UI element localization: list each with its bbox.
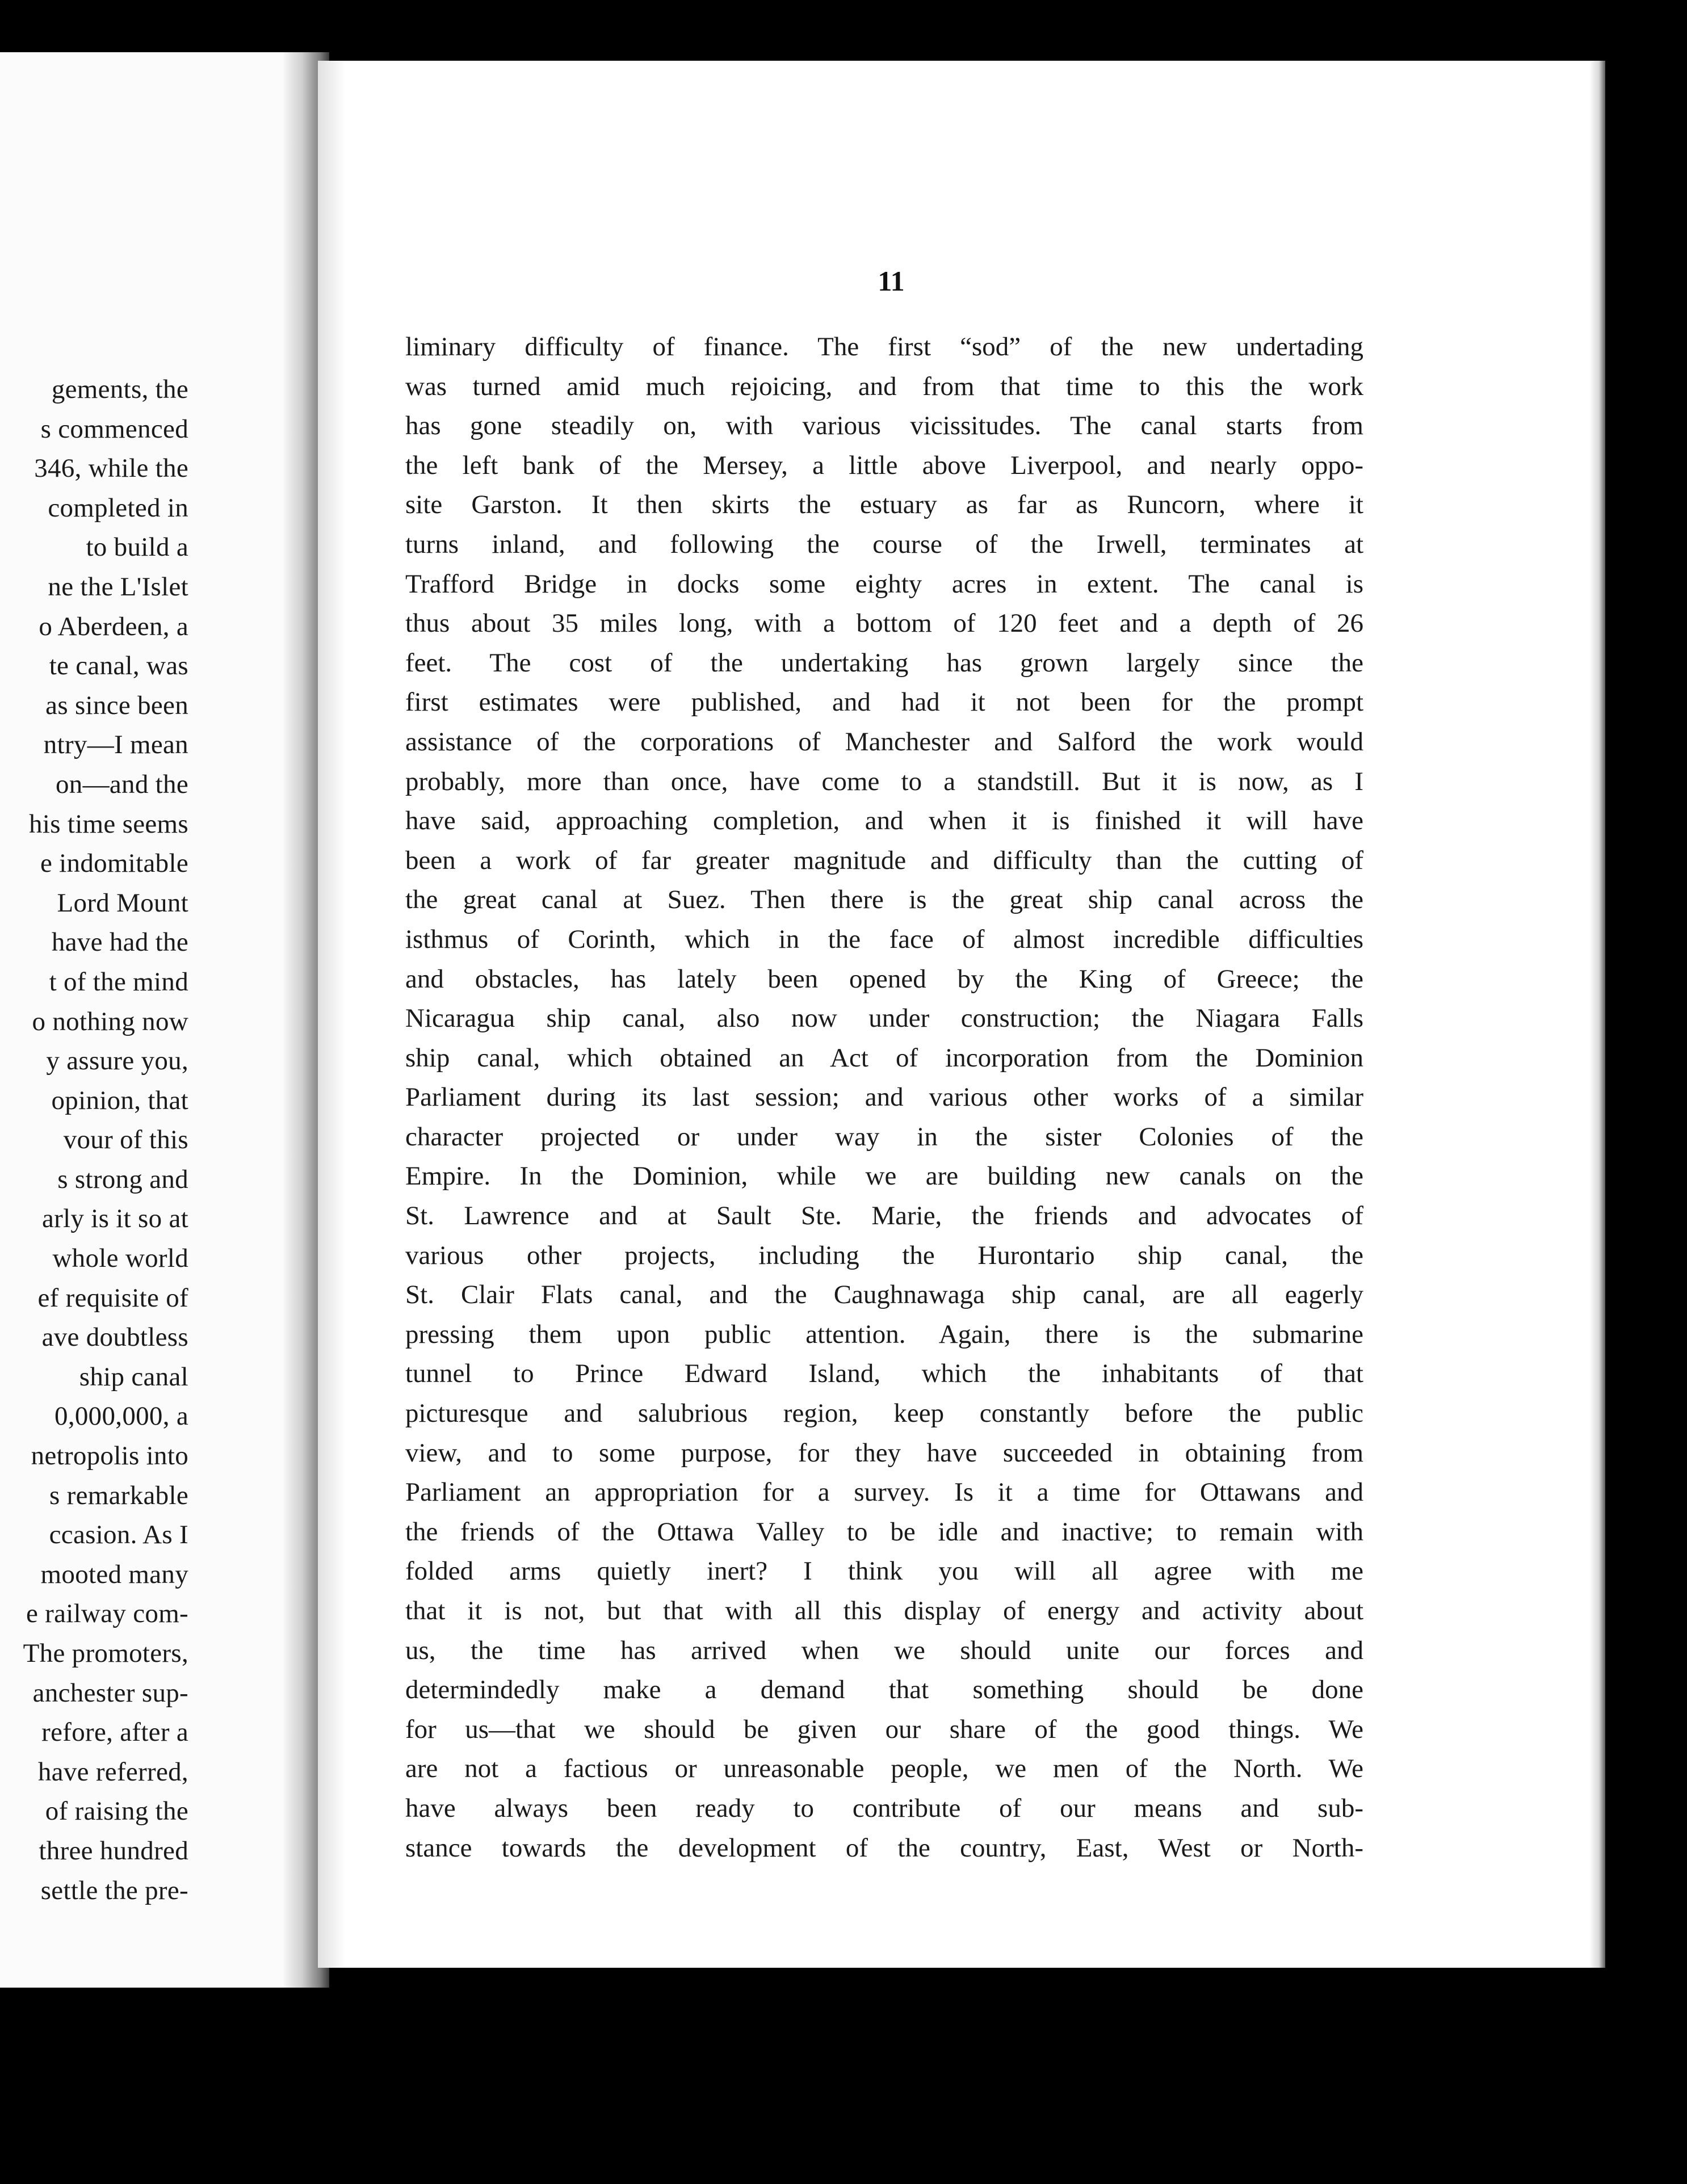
- text-line: feet. The cost of the undertaking has grown largely since the: [405, 648, 1363, 678]
- text-line: turns inland, and following the course of the Irwell, terminates at: [405, 529, 1363, 559]
- text-line: and obstacles, has lately been opened by the King of Greece; the: [405, 964, 1363, 994]
- left-page-line: his time seems: [29, 809, 188, 839]
- text-line: are not a factious or unreasonable people, we men of the North. We: [405, 1754, 1363, 1784]
- left-page-line: refore, after a: [41, 1717, 188, 1748]
- text-line: liminary difficulty of finance. The first “sod” of the new undertading: [405, 332, 1363, 362]
- left-page-line: have referred,: [37, 1757, 188, 1787]
- left-page-line: gements, the: [51, 375, 188, 404]
- text-line: has gone steadily on, with various vicissitudes. The canal starts from: [405, 411, 1363, 441]
- left-page-line: e indomitable: [40, 849, 188, 879]
- text-line: Parliament during its last session; and various other works of a similar: [405, 1082, 1363, 1112]
- text-line: the left bank of the Mersey, a little above Liverpool, and nearly oppo-: [405, 450, 1363, 480]
- text-line: have said, approaching completion, and when it is finished it will have: [405, 806, 1363, 836]
- left-page-line: o Aberdeen, a: [39, 611, 188, 641]
- text-line: us, the time has arrived when we should unite our forces and: [405, 1635, 1363, 1665]
- text-line: site Garston. It then skirts the estuary as far as Runcorn, where it: [405, 490, 1363, 520]
- left-page-line: e railway com-: [26, 1599, 188, 1629]
- text-line: isthmus of Corinth, which in the face of almost incredible difficulties: [405, 924, 1363, 954]
- text-line: ship canal, which obtained an Act of incorporation from the Dominion: [405, 1043, 1363, 1073]
- text-line: character projected or under way in the sister Colonies of the: [405, 1122, 1363, 1152]
- text-line: St. Lawrence and at Sault Ste. Marie, the friends and advocates of: [405, 1201, 1363, 1231]
- left-page-line: netropolis into: [31, 1441, 188, 1471]
- left-page-line: ave doubtless: [41, 1322, 188, 1353]
- text-line: Nicaragua ship canal, also now under construction; the Niagara Falls: [405, 1003, 1363, 1034]
- text-line: for us—that we should be given our share of the good things. We: [405, 1714, 1363, 1744]
- left-page-line: have had the: [51, 927, 188, 957]
- text-line: view, and to some purpose, for they have succeeded in obtaining from: [405, 1438, 1363, 1468]
- left-page-line: y assure you,: [46, 1046, 188, 1076]
- left-page-line: to build a: [86, 532, 188, 562]
- left-page-line: s strong and: [57, 1164, 188, 1194]
- page-edge: [1589, 61, 1605, 1968]
- left-page-line: Lord Mount: [57, 888, 188, 918]
- left-page-line: s commenced: [40, 414, 188, 444]
- text-line: various other projects, including the Hurontario ship canal, the: [405, 1240, 1363, 1270]
- text-line: been a work of far greater magnitude and difficulty than the cutting of: [405, 845, 1363, 875]
- left-page-line: completed in: [48, 493, 188, 523]
- body-text: [405, 327, 1363, 1868]
- text-line: tunnel to Prince Edward Island, which the inhabitants of that: [405, 1359, 1363, 1389]
- text-line: Empire. In the Dominion, while we are building new canals on the: [405, 1161, 1363, 1191]
- left-page-line: vour of this: [63, 1125, 188, 1155]
- left-page-text: [0, 370, 188, 1910]
- text-line: have always been ready to contribute of our means and sub-: [405, 1793, 1363, 1823]
- text-line: probably, more than once, have come to a standstill. But it is now, as I: [405, 766, 1363, 796]
- text-line: thus about 35 miles long, with a bottom of 120 feet and a depth of 26: [405, 608, 1363, 639]
- inner-shadow: [318, 61, 346, 1968]
- left-page-line: te canal, was: [49, 651, 188, 681]
- text-line: picturesque and salubrious region, keep constantly before the public: [405, 1398, 1363, 1429]
- text-line: the great canal at Suez. Then there is the great ship canal across the: [405, 885, 1363, 915]
- left-page-line: as since been: [45, 690, 188, 720]
- left-page-line: ntry—I mean: [43, 730, 188, 760]
- left-page-line: The promoters,: [23, 1639, 188, 1668]
- text-line: stance towards the development of the country, East, West or North-: [405, 1833, 1363, 1863]
- left-page-line: 346, while the: [34, 453, 188, 484]
- left-page-line: anchester sup-: [32, 1678, 188, 1708]
- text-line: was turned amid much rejoicing, and from that time to this the work: [405, 371, 1363, 401]
- text-line: folded arms quietly inert? I think you will all agree with me: [405, 1556, 1363, 1586]
- left-page-line: settle the pre-: [40, 1875, 188, 1905]
- text-line: determindedly make a demand that something should be done: [405, 1675, 1363, 1705]
- left-page-line: s remarkable: [49, 1480, 188, 1510]
- left-page-line: ship canal: [79, 1362, 188, 1392]
- left-page-line: ef requisite of: [37, 1283, 188, 1313]
- text-line: the friends of the Ottawa Valley to be idle and inactive; to remain with: [405, 1517, 1363, 1547]
- left-page-line: mooted many: [40, 1559, 188, 1589]
- text-line: assistance of the corporations of Manchester and Salford the work would: [405, 726, 1363, 757]
- left-page-line: t of the mind: [49, 967, 188, 997]
- left-page-line: o nothing now: [32, 1006, 188, 1036]
- text-line: pressing them upon public attention. Again, there is the submarine: [405, 1319, 1363, 1349]
- left-page-line: on—and the: [55, 769, 188, 799]
- left-page-line: arly is it so at: [41, 1204, 188, 1234]
- text-line: Parliament an appropriation for a survey. Is it a time for Ottawans and: [405, 1477, 1363, 1507]
- text-line: first estimates were published, and had it not been for the prompt: [405, 687, 1363, 717]
- left-page-line: 0,000,000, a: [54, 1401, 188, 1431]
- left-page-line: ccasion. As I: [49, 1520, 188, 1550]
- page-number: 11: [878, 265, 905, 297]
- left-page-line: opinion, that: [51, 1085, 188, 1115]
- text-line: St. Clair Flats canal, and the Caughnawaga ship canal, are all eagerly: [405, 1280, 1363, 1310]
- text-line: that it is not, but that with all this display of energy and activity about: [405, 1596, 1363, 1626]
- left-page-line: ne the L'Islet: [48, 572, 188, 602]
- left-page-line: of raising the: [45, 1796, 188, 1826]
- left-page-line: three hundred: [39, 1836, 188, 1866]
- left-page-line: whole world: [52, 1244, 188, 1274]
- text-line: Trafford Bridge in docks some eighty acres in extent. The canal is: [405, 569, 1363, 599]
- left-page: [0, 52, 318, 1988]
